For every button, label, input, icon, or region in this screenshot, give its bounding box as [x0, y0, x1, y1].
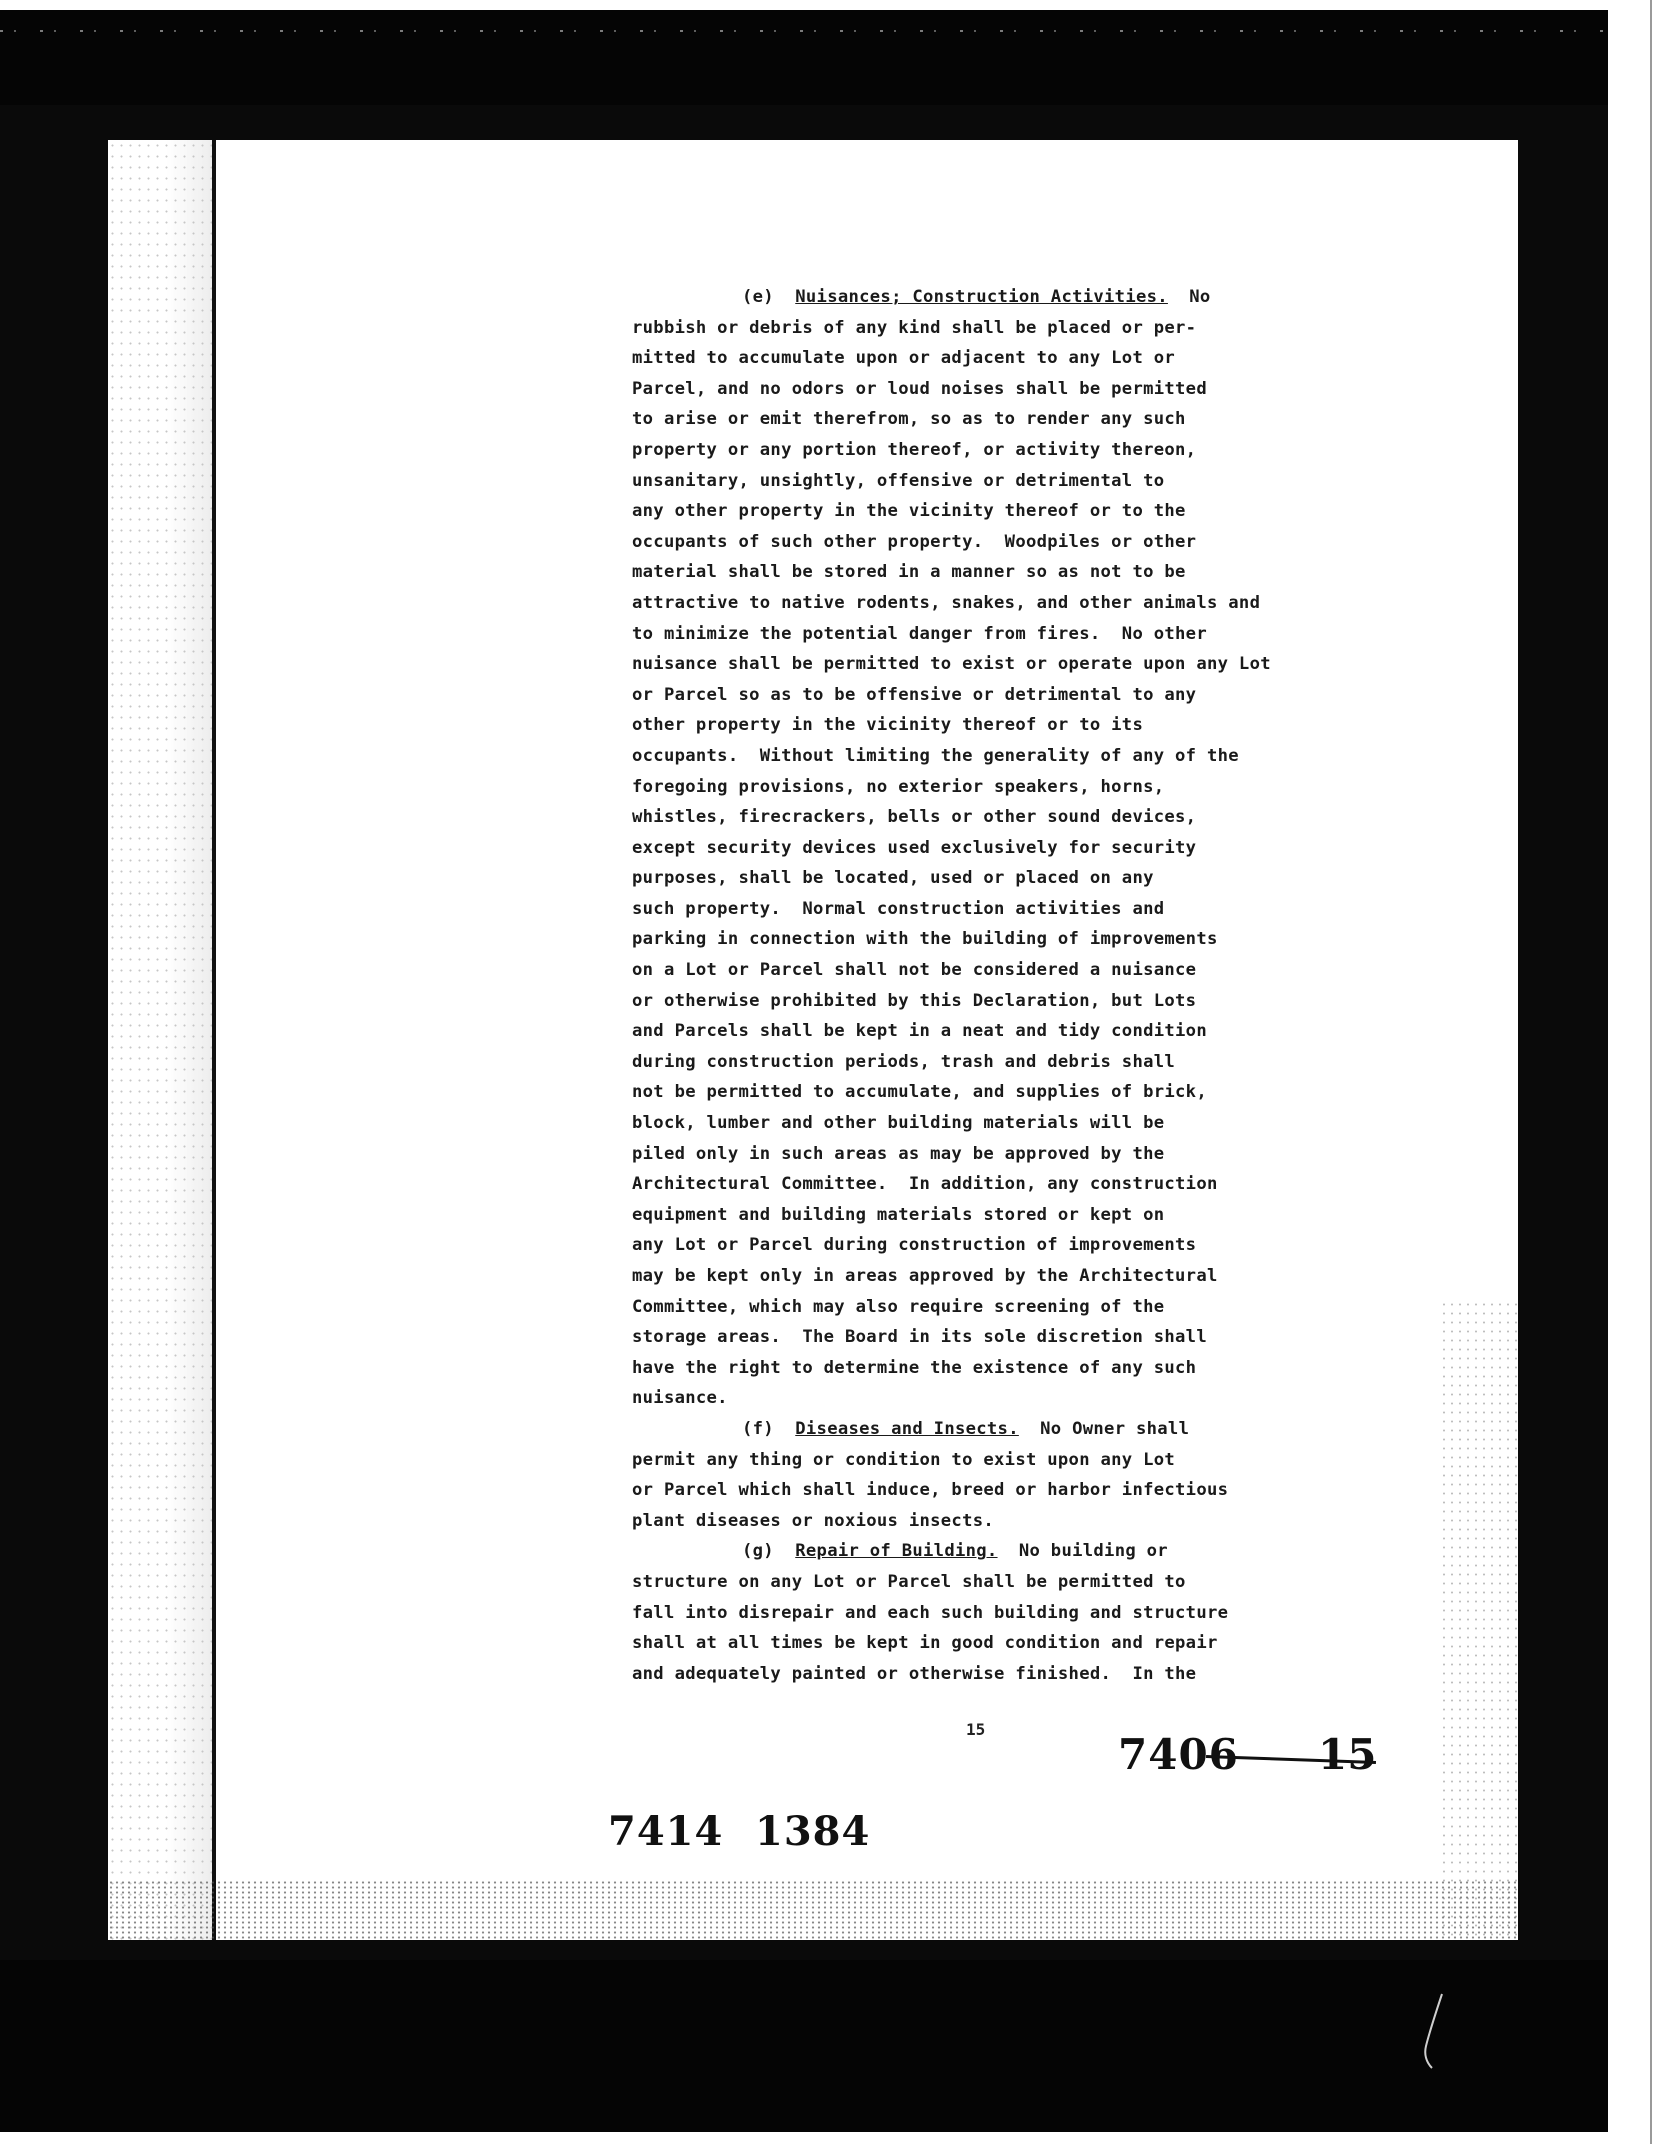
- text-line: purposes, shall be located, used or placed on any: [632, 868, 1154, 889]
- text-line: and adequately painted or otherwise finished. In the: [632, 1663, 1197, 1684]
- section-title: Repair of Building.: [795, 1541, 998, 1562]
- text-line: structure on any Lot or Parcel shall be permitted to: [632, 1571, 1186, 1592]
- text-line: material shall be stored in a manner so as not to be: [632, 562, 1186, 583]
- text-line: except security devices used exclusively for security: [632, 837, 1197, 858]
- scan-bottom-band: [0, 1960, 1608, 2132]
- text-line: piled only in such areas as may be approved by the: [632, 1143, 1165, 1164]
- paragraph-e-body: [632, 313, 1372, 1414]
- text-line: not be permitted to accumulate, and supplies of brick,: [632, 1082, 1207, 1103]
- text-line: Architectural Committee. In addition, any construction: [632, 1174, 1218, 1195]
- text-line: and Parcels shall be kept in a neat and tidy condition: [632, 1021, 1207, 1042]
- scan-edge-line: [1650, 0, 1652, 2144]
- text-line: any Lot or Parcel during construction of improvements: [632, 1235, 1197, 1256]
- recording-page-number: 1384: [755, 1808, 871, 1855]
- text-line: have the right to determine the existence of any such: [632, 1357, 1197, 1378]
- scan-top-band: [0, 10, 1608, 105]
- binding-edge: [212, 140, 216, 1940]
- section-label: (e): [742, 287, 774, 307]
- text-line: nuisance.: [632, 1388, 728, 1409]
- text-line: permit any thing or condition to exist upon any Lot: [632, 1449, 1176, 1470]
- text-line: storage areas. The Board in its sole discretion shall: [632, 1327, 1207, 1348]
- left-margin-noise: [108, 140, 214, 1940]
- text-line: during construction periods, trash and debris shall: [632, 1051, 1176, 1072]
- text-line: rubbish or debris of any kind shall be placed or per-: [632, 317, 1197, 338]
- text-line: to minimize the potential danger from fires. No other: [632, 623, 1207, 644]
- text-line: occupants. Without limiting the generality of any of the: [632, 745, 1239, 766]
- text-line: foregoing provisions, no exterior speakers, horns,: [632, 776, 1165, 797]
- text-line: parking in connection with the building of improvements: [632, 929, 1218, 950]
- paragraph-f: [632, 1414, 1372, 1445]
- pen-mark-icon: [1412, 1990, 1452, 2070]
- paragraph-heading-line: [632, 1536, 1372, 1567]
- text-line: block, lumber and other building materials will be: [632, 1113, 1165, 1134]
- text-line: may be kept only in areas approved by the Architectural: [632, 1266, 1218, 1286]
- paragraph-e: [632, 282, 1372, 313]
- text-line: to arise or emit therefrom, so as to render any such: [632, 409, 1186, 430]
- heading-continuation: No: [1167, 287, 1211, 307]
- text-line: on a Lot or Parcel shall not be considered a nuisance: [632, 960, 1197, 981]
- text-line: property or any portion thereof, or activity thereon,: [632, 439, 1197, 460]
- text-line: or Parcel which shall induce, breed or harbor infectious: [632, 1480, 1229, 1501]
- paragraph-g: [632, 1536, 1372, 1567]
- text-line: Parcel, and no odors or loud noises shall be permitted: [632, 378, 1207, 399]
- text-line: equipment and building materials stored or kept on: [632, 1204, 1165, 1225]
- text-line: fall into disrepair and each such building and structure: [632, 1602, 1229, 1623]
- paragraph-f-body: [632, 1445, 1372, 1537]
- text-line: nuisance shall be permitted to exist or operate upon any Lot: [632, 654, 1271, 675]
- text-line: shall at all times be kept in good condition and repair: [632, 1633, 1218, 1654]
- section-label: (f): [742, 1418, 774, 1439]
- heading-continuation: No building or: [997, 1541, 1168, 1562]
- page-number: 15: [966, 1720, 986, 1739]
- text-line: occupants of such other property. Woodpiles or other: [632, 531, 1197, 552]
- old-page-stamp: 15: [1318, 1730, 1377, 1779]
- section-title: Diseases and Insects.: [795, 1418, 1019, 1439]
- recording-book-number: 7414: [608, 1808, 724, 1855]
- text-line: other property in the vicinity thereof or to its: [632, 715, 1144, 736]
- text-line: unsanitary, unsightly, offensive or detrimental to: [632, 470, 1165, 491]
- text-line: mitted to accumulate upon or adjacent to any Lot or: [632, 348, 1176, 369]
- paragraph-heading-line: [632, 1414, 1372, 1445]
- section-title: Nuisances; Construction Activities.: [795, 287, 1168, 307]
- scan-speckle: [0, 30, 1608, 32]
- section-label: (g): [742, 1541, 774, 1562]
- text-line: any other property in the vicinity thereof or to the: [632, 501, 1186, 522]
- text-line: attractive to native rodents, snakes, and other animals and: [632, 592, 1261, 613]
- bottom-margin-noise: [108, 1880, 1518, 1940]
- text-line: or Parcel so as to be offensive or detrimental to any: [632, 684, 1197, 705]
- paragraph-g-body: [632, 1567, 1372, 1689]
- text-line: plant diseases or noxious insects.: [632, 1510, 995, 1531]
- right-margin-noise: [1440, 1300, 1518, 1940]
- text-line: such property. Normal construction activities and: [632, 898, 1165, 919]
- heading-continuation: No Owner shall: [1018, 1418, 1190, 1439]
- text-line: or otherwise prohibited by this Declaration, but Lots: [632, 990, 1197, 1011]
- old-book-stamp: 7406: [1118, 1730, 1239, 1779]
- text-line: whistles, firecrackers, bells or other sound devices,: [632, 807, 1197, 828]
- paragraph-heading-line: [632, 282, 1372, 313]
- text-line: Committee, which may also require screening of the: [632, 1296, 1165, 1317]
- body-text: [632, 282, 1372, 1689]
